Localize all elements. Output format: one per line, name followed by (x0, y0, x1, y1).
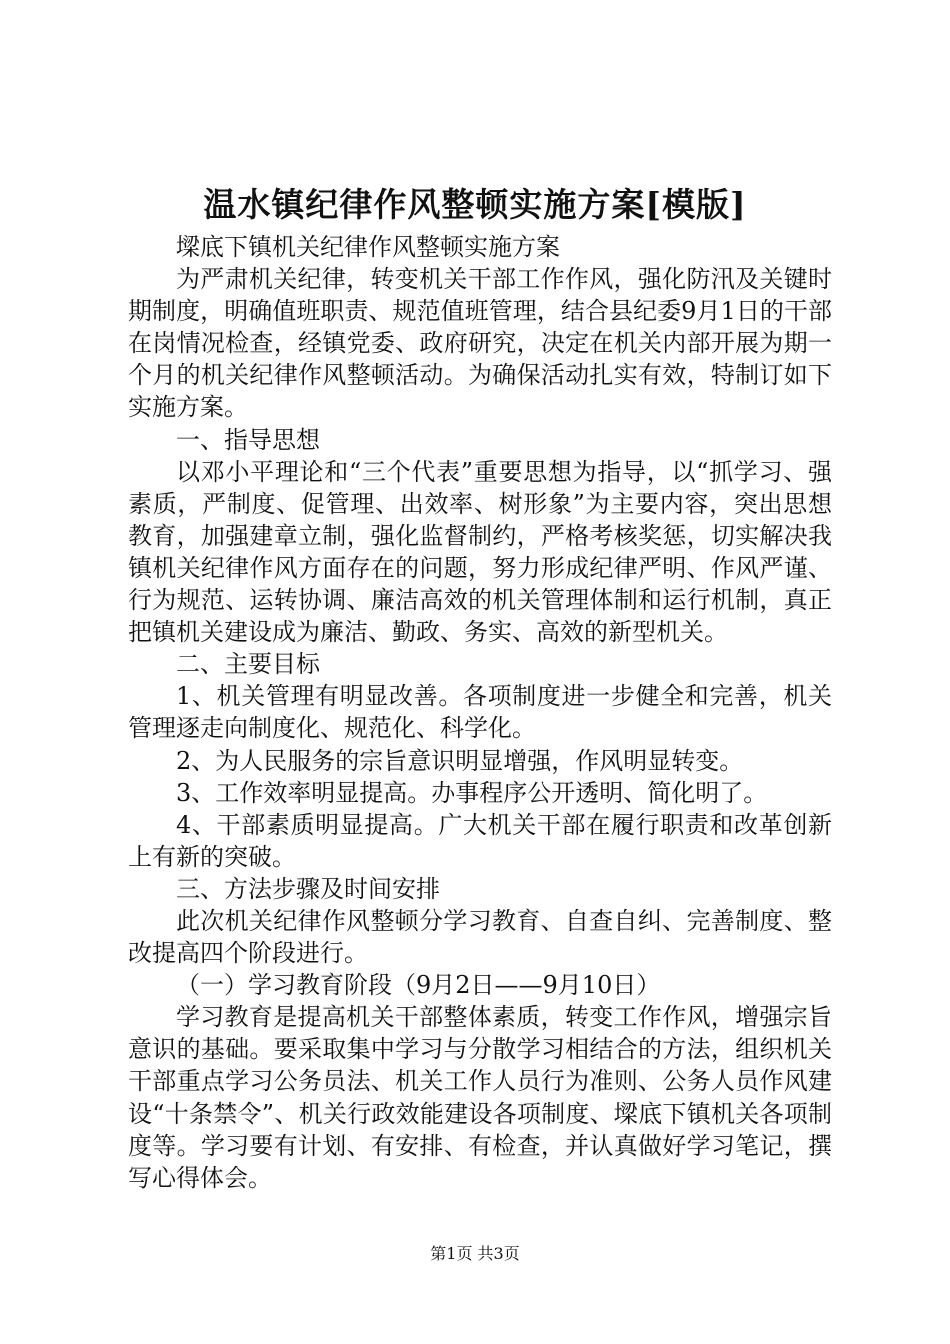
guiding-ideology-paragraph: 以邓小平理论和“三个代表”重要思想为指导，以“抓学习、强素质，严制度、促管理、出效率、树形象”为主要内容，突出思想教育，加强建章立制，强化监督制约，严格考核奖惩，切实解决我镇机关纪律作风方面存在的问题，努力形成纪律严明、作风严谨、行为规范、运转协调、廉洁高效的机关管理体制和运行机制，真正把镇机关建设成为廉洁、勤政、务实、高效的新型机关。 (128, 457, 832, 647)
section-heading-main-goals: 二、主要目标 (176, 650, 320, 679)
subtitle-paragraph: 墚底下镇机关纪律作风整顿实施方案 (176, 233, 560, 261)
section-heading-guiding-ideology: 一、指导思想 (176, 425, 320, 454)
goal-item-4: 4、干部素质明显提高。广大机关干部在履行职责和改革创新上有新的突破。 (128, 810, 832, 871)
page-footer: 第1页 共3页 (430, 1244, 520, 1263)
stage-heading-study: （一）学习教育阶段（9月2日——9月10日） (176, 971, 661, 1000)
study-stage-paragraph: 学习教育是提高机关干部整体素质，转变工作作风，增强宗旨意识的基础。要采取集中学习与分散学习相结合的方法，组织机关干部重点学习公务员法、机关工作人员行为准则、公务人员作风建设“十条禁令”、机关行政效能建设各项制度、墚底下镇机关各项制度等。学习要有计划、有安排、有检查，并认真做好学习笔记，撰写心得体会。 (128, 1003, 832, 1192)
document-title: 温水镇纪律作风整顿实施方案[模版] (203, 185, 747, 224)
methods-paragraph: 此次机关纪律作风整顿分学习教育、自查自纠、完善制度、整改提高四个阶段进行。 (128, 906, 832, 968)
goal-item-2: 2、为人民服务的宗旨意识明显增强，作风明显转变。 (176, 746, 744, 775)
goal-item-1: 1、机关管理有明显改善。各项制度进一步健全和完善，机关管理逐走向制度化、规范化、科学化。 (128, 682, 832, 743)
goal-item-3: 3、工作效率明显提高。办事程序公开透明、简化明了。 (176, 778, 768, 807)
document-body (128, 231, 832, 1194)
intro-paragraph: 为严肃机关纪律，转变机关干部工作作风，强化防汛及关键时期制度，明确值班职责、规范值班管理，结合县纪委9月1日的干部在岗情况检查，经镇党委、政府研究，决定在机关内部开展为期一个月的机关纪律作风整顿活动。为确保活动扎实有效，特制订如下实施方案。 (128, 265, 832, 422)
section-heading-methods-schedule: 三、方法步骤及时间安排 (176, 874, 440, 903)
